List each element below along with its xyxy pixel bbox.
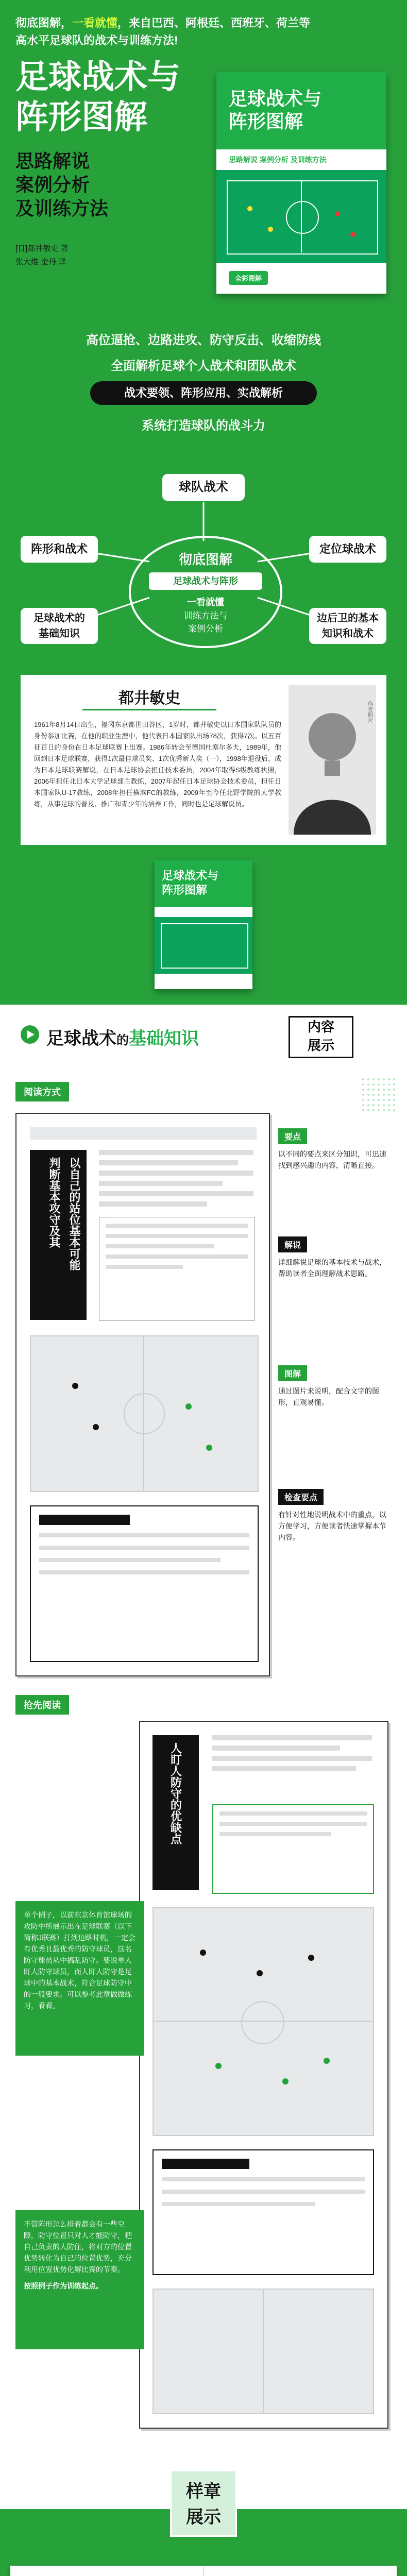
preview-pitch-2-line bbox=[263, 2290, 264, 2413]
hero-tagline: 高位逼抢、边路进攻、防守反击、收缩防线 bbox=[86, 333, 321, 347]
banner-part-c: ，来自巴西、阿根廷、西班牙、荷兰等 bbox=[117, 16, 311, 29]
annotation-1-text: 以不同的要点来区分知识，可迅速找到感兴趣的内容，清晰直接。 bbox=[278, 1150, 386, 1170]
sample-spread-1 bbox=[10, 2566, 397, 2576]
author-credit: [日]都井敏史 著 bbox=[15, 244, 69, 253]
annotation-1 bbox=[278, 1128, 392, 1171]
dots-pattern bbox=[361, 1077, 397, 1113]
preview-page bbox=[139, 1721, 388, 2429]
hero-subtitle-line1: 思路解说 bbox=[15, 150, 90, 172]
diagram-center-title: 彻底图解 bbox=[178, 552, 232, 567]
banner-line2: 高水平足球队的战术与训练方法! bbox=[15, 34, 178, 47]
pitch-center-circle bbox=[286, 201, 319, 234]
preview-callout-2 bbox=[15, 2210, 144, 2349]
player-dot bbox=[93, 1424, 99, 1430]
author-card bbox=[21, 675, 386, 845]
translator-credit: 张大维 金丹 译 bbox=[15, 258, 66, 266]
annotation-2-text: 详细解说足球的基本技术与战术，帮助读者全面理解战术思路。 bbox=[278, 1258, 386, 1278]
reading-guide-section bbox=[0, 1066, 407, 1690]
samples-badge bbox=[170, 2470, 237, 2537]
hero-subtitle bbox=[15, 149, 108, 221]
book-cover-sub: 思路解说 案例分析 及训练方法 bbox=[229, 156, 327, 164]
hero-section bbox=[0, 0, 407, 515]
player-dot bbox=[268, 227, 273, 232]
diagram-center-sub2: 训练方法与 bbox=[183, 611, 228, 621]
preview-pitch-2 bbox=[152, 2289, 374, 2414]
diagram-node-bl-2: 基础知识 bbox=[39, 628, 80, 639]
player-dot bbox=[185, 1403, 192, 1410]
content-header-badge-1: 内容 bbox=[307, 1019, 334, 1035]
author-bio: 1961年8月14日出生，福冈东京都世田谷区，1岁时，都井敏史以日本国家队队员的身份参加比赛，在他的职业生涯中，他代表日本国家队出场78次，获得7次。以五百征百日的身份在日本足球联赛上出赛。1986年转会至德国杜塞尔多夫，1989年，他回到日本足球联赛，获得1次最佳球员奖、1次优秀新人奖（一），1998年退役后，成为日本足球联赛解说，在日本足球协会担任技术委员，2004年取得S级教练执照，2006年担任北日本大学足球部主教练，2007年起任日本足球协会技术委员，担任日本国家队U-17教练，2008年担任横滨FC的教练，2009年至今任北野学院的大学教练，从事足球的普及、推广和青少年的培养工作，同时也是足球解说员。 bbox=[34, 721, 281, 808]
annotation-4 bbox=[278, 1489, 392, 1543]
preview-pitch-circle bbox=[241, 2001, 284, 2044]
diagram-section bbox=[0, 453, 407, 670]
book-cover-pitch bbox=[216, 170, 386, 263]
hero-banner bbox=[15, 14, 392, 49]
diagram-node-br-2: 知识和战术 bbox=[322, 628, 374, 639]
reading-guide-label: 阅读方式 bbox=[15, 1082, 69, 1101]
preview-callout: 单个例子，以前东京体育馆球场的攻防中所展示出在足球联赛（以下简称J联赛）打到边路时机，一定会有优秀且最优秀的防守球员，这名防守球员从中搞乱防守。要说单人盯人防守球员，而人盯人防守是足球中的基本战术，符合足球防守中的一般要求。可以参考此章做做练习，看看。 bbox=[15, 1901, 144, 2056]
preview-callout-2b: 按照例子作为训练起点。 bbox=[24, 2282, 103, 2290]
preview-text-lines bbox=[212, 1735, 372, 1776]
hero-subtitle-line2: 案例分析 bbox=[15, 174, 90, 195]
preview-heading: 人盯人防守的优缺点 bbox=[169, 1742, 182, 1844]
diagram-center-circle bbox=[129, 536, 282, 648]
diagram-node-left: 阵形和战术 bbox=[21, 536, 98, 563]
page-heading-2: 判断基本攻守及其 bbox=[48, 1157, 61, 1248]
content-header-mid: 的 bbox=[116, 1033, 129, 1047]
page-heading-1: 以自己的站位基本可能 bbox=[68, 1157, 81, 1270]
mid-book-section bbox=[0, 855, 407, 999]
player-dot bbox=[350, 232, 355, 237]
player-dot bbox=[247, 206, 252, 211]
hero-pill: 战术要领、阵形应用、实战解析 bbox=[90, 381, 317, 405]
annotation-2 bbox=[278, 1236, 392, 1279]
page-mockup bbox=[15, 1113, 270, 1676]
author-underline bbox=[82, 709, 216, 710]
hero-book-cover bbox=[216, 72, 386, 294]
mid-book-title-2: 阵形图解 bbox=[162, 884, 208, 896]
annotation-3-title: 图解 bbox=[278, 1365, 307, 1381]
play-icon bbox=[21, 1025, 39, 1044]
diagram-node-br-1: 边后卫的基本 bbox=[317, 613, 379, 624]
diagram-center-mid: 足球战术与阵形 bbox=[149, 572, 262, 590]
author-name: 都井敏史 bbox=[118, 690, 180, 707]
preview-pitch bbox=[152, 1907, 374, 2136]
diagram-center-sub1: 一看就懂 bbox=[187, 597, 224, 607]
preview-box-2 bbox=[152, 2149, 374, 2275]
player-dot bbox=[335, 211, 340, 216]
preview-heading-block bbox=[152, 1735, 199, 1890]
page-heading-block bbox=[30, 1150, 87, 1320]
annotation-3-text: 通过图片来说明，配合文字的图形，直观易懂。 bbox=[278, 1387, 379, 1406]
preview-label: 抢先阅读 bbox=[15, 1695, 69, 1715]
player-dot bbox=[257, 1970, 263, 1976]
page-pitch-diagram bbox=[30, 1335, 259, 1492]
author-photo-caption: 作者照片 bbox=[367, 701, 373, 723]
page-text-lines bbox=[99, 1150, 253, 1212]
diagram-node-bottom-right bbox=[309, 608, 386, 644]
preview-callout-2-text: 不管阵形怎么排着都会有一些空隙，防守位置只对人才能防守，把自己负责的人防住，将对方的位置优势转化为自己的位置优势，充分利用位置优势化解比赛的节奏。 bbox=[24, 2220, 132, 2274]
banner-part-b: 一看就懂 bbox=[72, 16, 118, 29]
annotation-3 bbox=[278, 1365, 392, 1408]
page-topbar bbox=[30, 1127, 257, 1140]
page-pitch-circle bbox=[124, 1393, 165, 1434]
hero-subtitle-line3: 及训练方法 bbox=[15, 198, 109, 219]
diagram-center-sub3: 案例分析 bbox=[188, 624, 223, 634]
annotation-2-title: 解说 bbox=[278, 1236, 307, 1252]
hero-title-line2: 阵形图解 bbox=[15, 98, 147, 135]
player-dot bbox=[308, 1955, 314, 1961]
diagram-node-right: 定位球战术 bbox=[309, 536, 386, 563]
page-check-box bbox=[30, 1505, 259, 1662]
annotation-4-title: 检查要点 bbox=[278, 1489, 324, 1505]
samples-label-1: 样章 bbox=[186, 2482, 221, 2501]
hero-tagline3: 系统打造球队的战斗力 bbox=[142, 419, 265, 433]
preview-inline-box bbox=[212, 1804, 374, 1894]
mid-book-pitch bbox=[155, 917, 252, 974]
content-header-accent: 基础知识 bbox=[129, 1029, 199, 1048]
mid-book-title-1: 足球战术与 bbox=[162, 869, 219, 882]
player-dot bbox=[215, 2063, 222, 2069]
spread-1-gutter bbox=[203, 2566, 204, 2576]
hero-title-line1: 足球战术与 bbox=[15, 58, 180, 95]
player-dot bbox=[72, 1383, 78, 1389]
book-cover-badge: 全彩图解 bbox=[229, 271, 268, 285]
book-cover-title bbox=[229, 88, 321, 133]
hero-credits bbox=[15, 242, 69, 269]
mid-book-cover bbox=[155, 860, 252, 989]
player-dot bbox=[324, 2058, 330, 2064]
content-header-badge bbox=[289, 1016, 353, 1058]
book-cover-title-2: 阵形图解 bbox=[229, 111, 303, 132]
diagram-node-top: 球队战术 bbox=[162, 474, 245, 501]
preview-section bbox=[0, 1690, 407, 2463]
page-text-box bbox=[99, 1217, 255, 1321]
author-section bbox=[0, 675, 407, 850]
player-dot bbox=[282, 2078, 289, 2084]
mid-book-title bbox=[162, 869, 218, 897]
samples-label-2: 展示 bbox=[186, 2507, 221, 2527]
player-dot bbox=[200, 1950, 206, 1956]
content-header-badge-2: 展示 bbox=[307, 1038, 334, 1053]
content-header-left: 足球战术 bbox=[46, 1029, 116, 1048]
author-silhouette bbox=[289, 685, 376, 835]
diagram-node-bl-1: 足球战术的 bbox=[33, 613, 85, 624]
hero-tagline2: 全面解析足球个人战术和团队战术 bbox=[111, 359, 296, 373]
content-header bbox=[0, 1005, 407, 1066]
author-photo bbox=[289, 685, 376, 835]
hero-title bbox=[15, 57, 180, 137]
annotation-1-title: 要点 bbox=[278, 1128, 307, 1144]
annotation-4-text: 有针对性地说明战术中的重点，以方便学习，方便读者快速掌握本节内容。 bbox=[278, 1511, 386, 1541]
diagram-node-bottom-left bbox=[21, 608, 98, 644]
samples-section bbox=[0, 2463, 407, 2576]
banner-part-a: 彻底图解， bbox=[15, 16, 73, 29]
content-header-title bbox=[46, 1024, 199, 1049]
player-dot bbox=[206, 1445, 212, 1451]
mid-pitch-outline bbox=[161, 923, 248, 969]
book-cover-title-1: 足球战术与 bbox=[229, 88, 322, 109]
